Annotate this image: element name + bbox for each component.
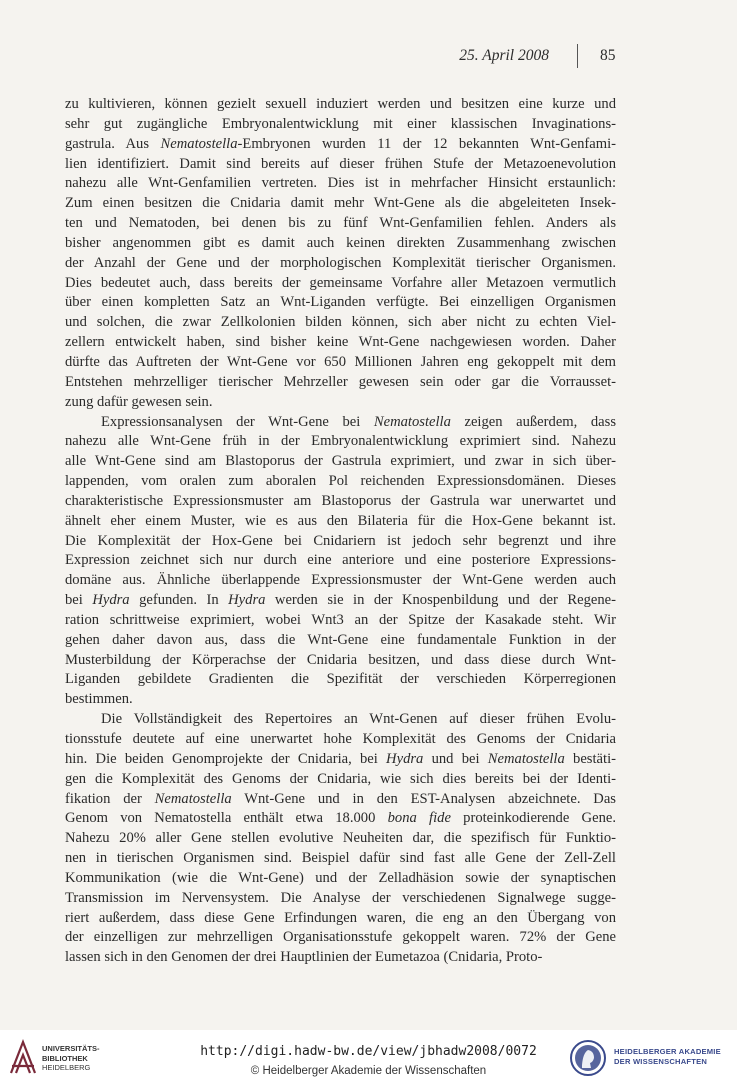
text-line [65, 373, 616, 393]
text-line [65, 393, 616, 413]
text-run: Kommunikation (wie die Wnt-Gene) und der Zelladhäsion sowie der synaptischen [65, 869, 616, 886]
text-line [65, 770, 616, 790]
text-run: und bei [423, 750, 488, 767]
header-divider [577, 44, 578, 68]
text-line [65, 909, 616, 929]
text-line [65, 115, 616, 135]
text-run: dürfte das Auftreten der Wnt-Gene vor 650 Millionen Jahren eng gekoppelt mit dem [65, 353, 616, 370]
body-text [65, 95, 616, 968]
text-run: riert außerdem, dass diese Gene Erfindungen waren, die eng an den Übergang von [65, 909, 616, 926]
text-line [65, 313, 616, 333]
text-line [65, 174, 616, 194]
text-line [65, 155, 616, 175]
text-run: und solchen, die zwar Zellkolonien bilden können, sich aber nicht zu echten Viel- [65, 314, 616, 331]
text-run: ähnelt eher einem Muster, wie es aus den Bilateria für die Hox-Gene bekannt ist. [65, 512, 616, 529]
text-line [65, 333, 616, 353]
text-run: Liganden gebildete Gradienten die Spezifität der verschieden Körperregionen [65, 671, 616, 688]
text-line [65, 571, 616, 591]
text-line [65, 512, 616, 532]
text-run: Entstehen mehrzelliger tierischer Mehrzeller gewesen sein oder gar die Vorrausset- [65, 373, 616, 390]
text-run: domäne aus. Ähnliche überlappende Expressionsmuster der Wnt-Gene werden auch [65, 572, 616, 589]
text-line [65, 809, 616, 829]
text-line [65, 869, 616, 889]
text-run: Transmission im Nervensystem. Die Analyse der verschiedenen Signalwege sugge- [65, 889, 616, 906]
text-run: lappenden, vom oralen zum aboralen Pol reichenden Expressionsdomänen. Dieses [65, 473, 616, 490]
academy-seal-icon [569, 1038, 607, 1078]
text-run: Expression zeichnet sich nur durch eine anteriore und eine posteriore Expressions- [65, 552, 616, 569]
text-run: lien identifiziert. Damit sind bereits auf dieser frühen Stufe der Metazoenevolution [65, 155, 616, 172]
text-run: ration schrittweise exprimiert, wobei Wnt3 an der Spitze der Kasakade steht. Wir [65, 611, 616, 628]
text-run: Musterbildung der Körperachse der Cnidaria besitzen, und dass diese durch Wnt- [65, 651, 616, 668]
text-run: Wnt-Gene und in den EST-Analysen abzeichnete. Das [231, 790, 616, 807]
academy-name [614, 1047, 721, 1067]
italic-term: Nematostella [487, 750, 565, 767]
text-line [65, 710, 616, 730]
text-line [65, 690, 616, 710]
text-line [65, 790, 616, 810]
text-line [65, 611, 616, 631]
text-run: nen in tierischen Organismen sind. Beispiel dafür sind fast alle Gene der Zell-Zell [65, 850, 616, 867]
italic-term: Hydra [386, 750, 424, 767]
copyright-notice: © Heidelberger Akademie der Wissenschaften [250, 1065, 487, 1077]
text-run: gefunden. In [129, 592, 229, 609]
text-run: sehr gut zugängliche Embryonalentwicklung mit einer klassischen Invaginations- [65, 115, 616, 132]
text-line [65, 889, 616, 909]
text-run: bisher angenommen gibt es damit auch keinen direkten Zusammenhang zwischen [65, 234, 616, 251]
text-run: charakteristische Expressionsmuster am Blastoporus der Gastrula war unerwartet und [65, 492, 616, 509]
text-run: Genom von Nematostella enthält etwa 18.000 [65, 810, 388, 827]
text-run: zu kultivieren, können gezielt sexuell induziert werden und besitzen eine kurze und [65, 96, 616, 112]
text-run: bestäti- [564, 750, 616, 767]
text-run: Die Komplexität der Hox-Gene bei Cnidariern ist jedoch sehr begrenzt und ihre [65, 532, 616, 549]
text-run: gastrula. Aus [65, 135, 161, 152]
text-run: Dies bedeutet auch, dass bereits der gemeinsame Vorfahre aller Metazoen vermutlich [65, 274, 616, 291]
text-run: gen die Komplexität des Genoms der Cnidaria, wie sich dies bereits bei der Identi- [65, 770, 616, 787]
library-name-line2: BIBLIOTHEK [42, 1053, 88, 1063]
text-run: zung dafür gewesen sein. [65, 393, 213, 410]
text-run: bei [65, 592, 93, 609]
italic-term: Nematostella [160, 135, 238, 152]
text-line [65, 829, 616, 849]
text-line [65, 254, 616, 274]
text-line [65, 135, 616, 155]
text-line [65, 591, 616, 611]
text-run: alle Wnt-Gene sind am Blastoporus der Gastrula exprimiert, und zwar in sich über- [65, 453, 616, 470]
text-run: über einen kompletten Satz an Wnt-Liganden verfügte. Bei einzelligen Organismen [65, 294, 616, 311]
text-run: der Anzahl der Gene und der morphologischen Komplexität tierischer Organismen. [65, 254, 616, 271]
text-run: nahezu alle Wnt-Gene früh in der Embryonalentwicklung exprimiert sind. Nahezu [65, 433, 616, 450]
text-run: -Embryonen wurden 11 der 12 bekannten Wnt-Genfami- [237, 135, 616, 152]
italic-term: Hydra [228, 592, 266, 609]
text-run: werden sie in der Knospenbildung und der Regene- [265, 592, 616, 609]
italic-term: Nematostella [154, 790, 232, 807]
text-line [65, 928, 616, 948]
text-run: proteinkodierende Gene. [450, 810, 616, 827]
text-line [65, 194, 616, 214]
text-line [65, 452, 616, 472]
italic-term: bona fide [387, 810, 451, 827]
italic-term: Nematostella [373, 413, 451, 430]
italic-term: Hydra [92, 592, 130, 609]
text-run: Zum einen besitzen die Cnidaria damit mehr Wnt-Gene als die abgeleiteten Insek- [65, 195, 616, 212]
text-run: lassen sich in den Genomen der drei Hauptlinien der Eumetazoa (Cnidaria, Proto- [65, 949, 543, 966]
text-line [65, 432, 616, 452]
text-line [65, 532, 616, 552]
text-line [65, 234, 616, 254]
text-line [65, 472, 616, 492]
text-line [65, 413, 616, 433]
text-line [65, 274, 616, 294]
text-line [65, 214, 616, 234]
text-run: bestimmen. [65, 691, 133, 708]
text-line [65, 492, 616, 512]
permalink-url[interactable]: http://digi.hadw-bw.de/view/jbhadw2008/0072 [200, 1044, 537, 1059]
text-run: Nahezu 20% aller Gene stellen evolutive Neuheiten dar, die spezifisch für Funktio- [65, 830, 616, 847]
text-line [65, 750, 616, 770]
text-run: tionsstufe deutete auf eine unerwartet hohe Komplexität des Genoms der Cnidaria [65, 731, 616, 747]
text-run: zeigen außerdem, dass [450, 413, 616, 430]
running-header [0, 44, 737, 70]
text-run: nahezu alle Wnt-Genfamilien vertreten. Dies ist in mehrfacher Hinsicht erstaunlich: [65, 175, 616, 192]
text-line [65, 948, 616, 968]
footer [0, 1030, 737, 1086]
text-run: Expressionsanalysen der Wnt-Gene bei [101, 413, 374, 430]
text-line [65, 730, 616, 750]
academy-name-line1: HEIDELBERGER AKADEMIE [614, 1047, 721, 1056]
text-run: der einzelligen zur mehrzelligen Organisationsstufe gekoppelt waren. 72% der Gene [65, 929, 616, 946]
library-name-line1: UNIVERSITÄTS- [42, 1044, 100, 1053]
page-number: 85 [600, 47, 616, 64]
text-line [65, 293, 616, 313]
library-city: HEIDELBERG [42, 1063, 91, 1072]
text-line [65, 631, 616, 651]
text-line [65, 551, 616, 571]
text-line [65, 670, 616, 690]
text-run: fikation der [65, 790, 155, 807]
text-run: gehen daher davon aus, dass die Wnt-Gene eine fundamentale Funktion in der [65, 631, 616, 648]
text-line [65, 95, 616, 115]
header-date: 25. April 2008 [459, 47, 549, 64]
text-run: hin. Die beiden Genomprojekte der Cnidaria, bei [65, 750, 387, 767]
text-line [65, 849, 616, 869]
text-line [65, 353, 616, 373]
text-run: zellern entwickelt haben, sind bisher keine Wnt-Gene nachgewiesen worden. Daher [65, 334, 616, 351]
academy-name-line2: DER WISSENSCHAFTEN [614, 1057, 708, 1066]
text-run: Die Vollständigkeit des Repertoires an Wnt-Genen auf dieser frühen Evolu- [101, 711, 616, 728]
text-line [65, 651, 616, 671]
text-run: ten und Nematoden, bei denen bis zu fünf Wnt-Genfamilien fehlen. Anders als [65, 215, 616, 232]
